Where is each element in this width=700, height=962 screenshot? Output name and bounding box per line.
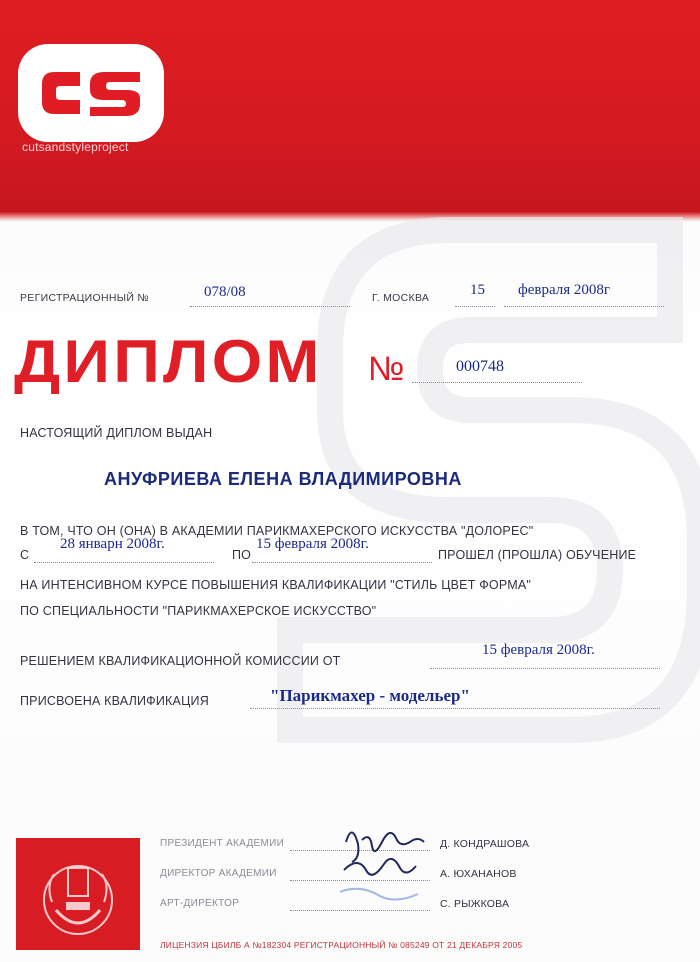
qualification-line: [250, 708, 660, 709]
academy-seal: [16, 838, 140, 950]
license-text: ЛИЦЕНЗИЯ ЦБИЛБ А №182304 РЕГИСТРАЦИОННЫЙ № 085249 ОТ 21 ДЕКАБРЯ 2005: [160, 940, 523, 950]
number-sign: №: [368, 350, 405, 388]
city-label: Г. МОСКВА: [372, 292, 430, 304]
completed-label: ПРОШЕЛ (ПРОШЛА) ОБУЧЕНИЕ: [438, 548, 637, 562]
seal-emblem-icon: [16, 838, 140, 950]
qualification-label: ПРИСВОЕНА КВАЛИФИКАЦИЯ: [20, 694, 209, 708]
logo-subtitle: cutsandstyleproject: [22, 140, 129, 154]
signatory-name-3: С. РЫЖКОВА: [440, 898, 510, 910]
diploma-number-line: [412, 382, 582, 383]
registration-number: 078/08: [204, 284, 246, 300]
qualification-value: "Парикмахер - модельер": [270, 686, 470, 705]
registration-day: 15: [470, 282, 485, 298]
month-line: [504, 306, 664, 307]
from-date-line: [34, 562, 214, 563]
recipient-name: АНУФРИЕВА ЕЛЕНА ВЛАДИМИРОВНА: [104, 469, 462, 489]
registration-line: [190, 306, 350, 307]
statement-line-3: НА ИНТЕНСИВНОМ КУРСЕ ПОВЫШЕНИЯ КВАЛИФИКАЦИИ "СТИЛЬ ЦВЕТ ФОРМА": [20, 578, 532, 592]
cs-logo: [18, 44, 164, 142]
statement-line-1: В ТОМ, ЧТО ОН (ОНА) В АКАДЕМИИ ПАРИКМАХЕРСКОГО ИСКУССТВА "ДОЛОРЕС": [20, 524, 534, 538]
signatory-role-1: ПРЕЗИДЕНТ АКАДЕМИИ: [160, 838, 285, 849]
signatory-name-1: Д. КОНДРАШОВА: [440, 838, 530, 850]
issued-to-label: НАСТОЯЩИЙ ДИПЛОМ ВЫДАН: [20, 426, 213, 440]
signatory-name-2: А. ЮХАНАНОВ: [440, 868, 517, 880]
from-label: С: [20, 548, 30, 562]
to-date: 15 февраля 2008г.: [256, 536, 369, 552]
diploma-number: 000748: [456, 358, 504, 375]
to-date-line: [252, 562, 432, 563]
handwritten-signatures: [300, 812, 450, 922]
registration-label: РЕГИСТРАЦИОННЫЙ №: [20, 292, 149, 304]
commission-date: 15 февраля 2008г.: [482, 642, 595, 658]
s-watermark: [250, 210, 700, 830]
signatory-role-2: ДИРЕКТОР АКАДЕМИИ: [160, 868, 277, 879]
to-label: ПО: [232, 548, 252, 562]
statement-line-4: ПО СПЕЦИАЛЬНОСТИ "ПАРИКМАХЕРСКОЕ ИСКУССТВО": [20, 604, 377, 618]
signatory-role-3: АРТ-ДИРЕКТОР: [160, 898, 240, 909]
day-line: [455, 306, 495, 307]
commission-label: РЕШЕНИЕМ КВАЛИФИКАЦИОННОЙ КОМИССИИ ОТ: [20, 654, 341, 668]
registration-month-year: февраля 2008г: [518, 282, 611, 298]
from-date: 28 январн 2008г.: [60, 536, 165, 552]
commission-line: [430, 668, 660, 669]
diploma-title: ДИПЛОМ: [14, 328, 323, 395]
